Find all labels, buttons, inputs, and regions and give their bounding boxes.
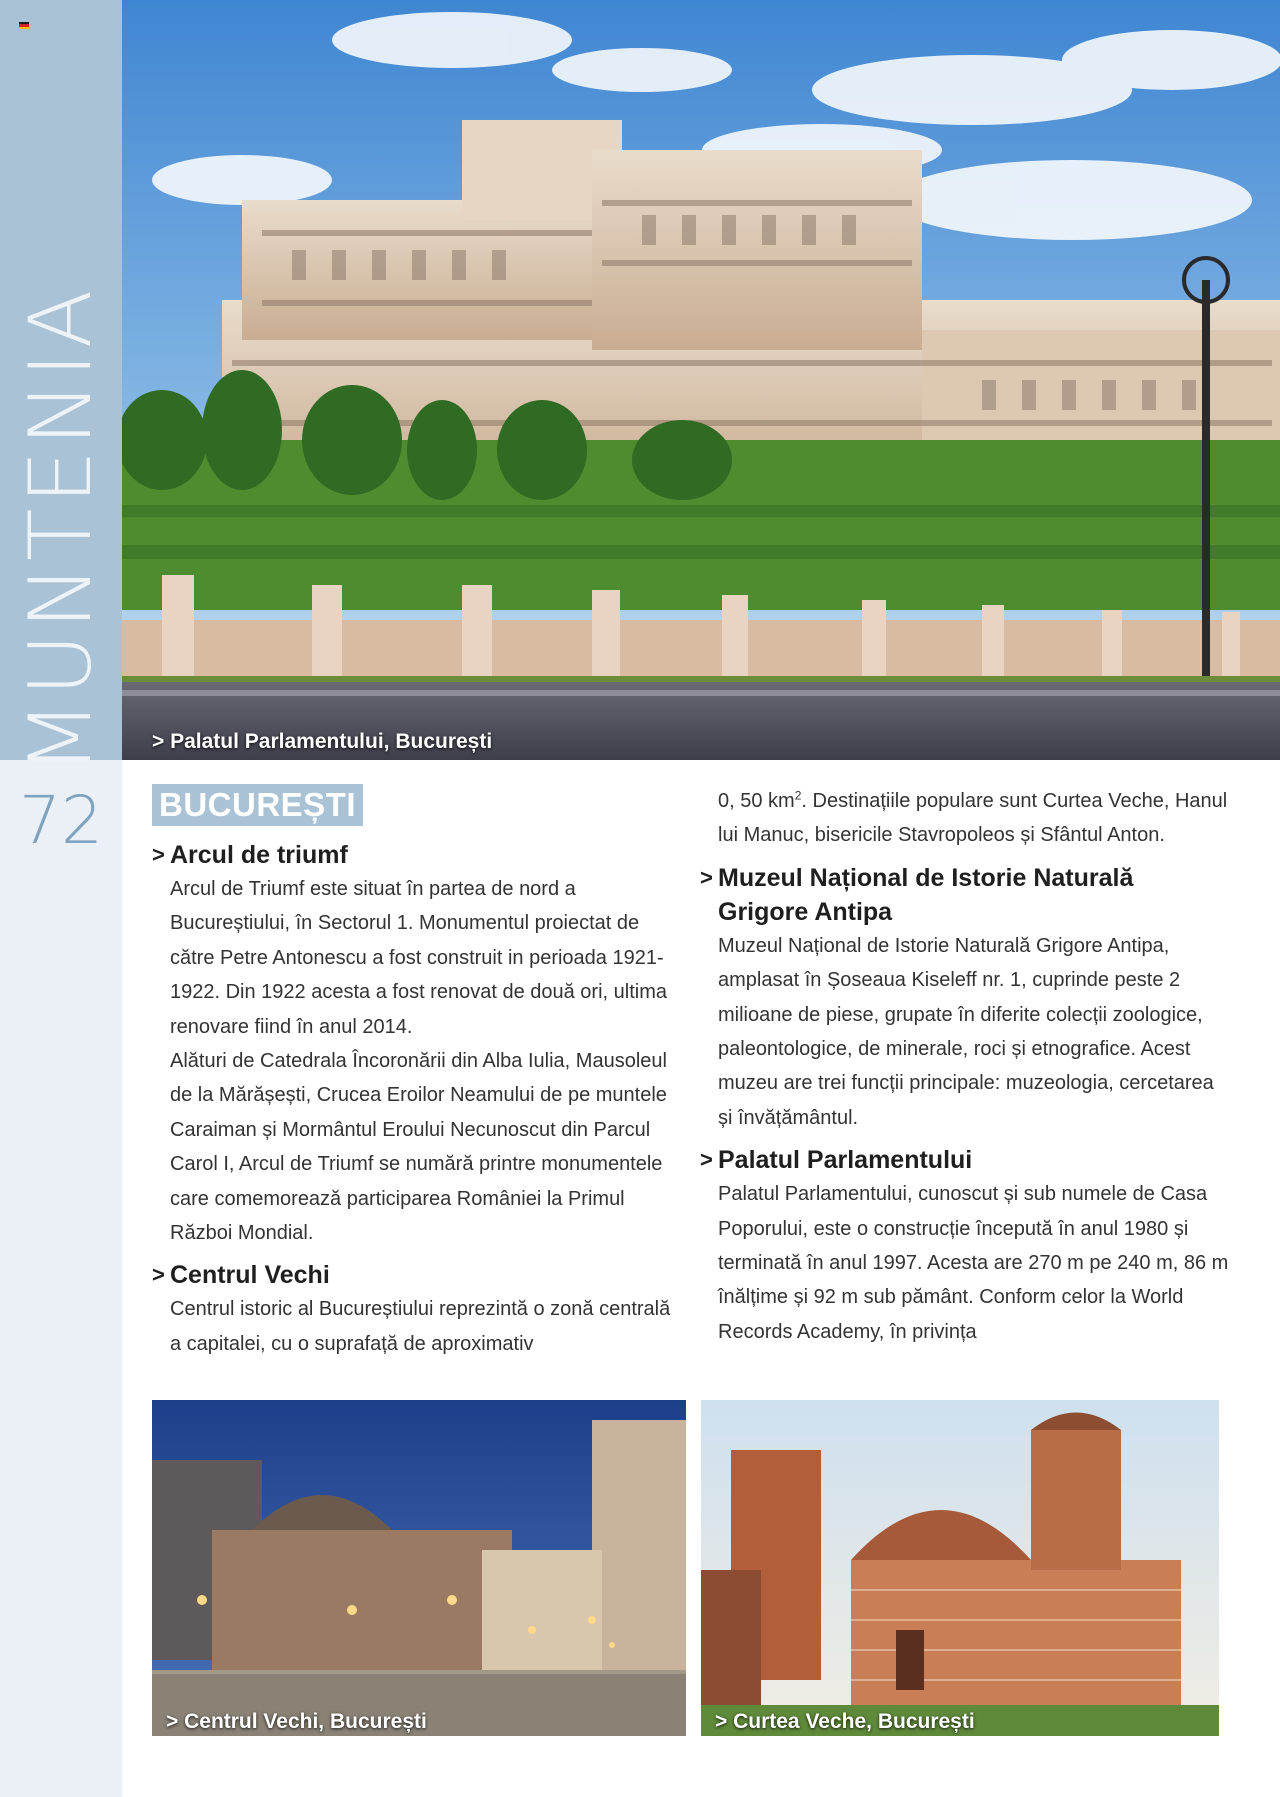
left-column (152, 784, 682, 1361)
area-exponent: 2 (794, 788, 802, 803)
palat-paragraph: Palatul Parlamentului, cunoscut și sub numele de Casa Poporului, este o construcție începută în anul 1980 și terminată în anul 1997. Acesta are 270 m pe 240 m, 86 m înălțime și 92 m sub pământ. Conform celor la World Records Academy, în privința (718, 1183, 1229, 1343)
chevron-right-icon: > (700, 1147, 713, 1173)
church-illustration (701, 1400, 1219, 1736)
palace-illustration (122, 0, 1280, 760)
page-number: 72 (19, 782, 103, 859)
hero-photo-palace (122, 0, 1280, 760)
caption-centrul-vechi: > Centrul Vechi, București (166, 1710, 427, 1733)
arc-paragraph-2: Alături de Catedrala Încoronării din Alba Iulia, Mausoleul de la Mărășești, Crucea Eroilor Neamului de pe muntele Caraiman și Mormântul Eroului Necunoscut din Parcul Carol I, Arcul de Triumf se numără printre monumentele care comemorează participarea României la Primul Război Mondial. (170, 1050, 667, 1245)
centru-paragraph-continued (700, 784, 1230, 853)
photo-curtea-veche (701, 1400, 1219, 1736)
centru-destinations: . Destinațiile populare sunt Curtea Veche, Hanul lui Manuc, bisericile Stavropoleos și Sfântul Anton. (718, 790, 1228, 847)
old-town-illustration (152, 1400, 686, 1736)
heading-text: Arcul de triumf (170, 841, 348, 869)
heading-centrul-vechi (152, 1258, 682, 1292)
heading-palatul-parlamentului (700, 1143, 1230, 1177)
muzeu-paragraph: Muzeul Național de Istorie Naturală Grigore Antipa, amplasat în Șoseaua Kiseleff nr. 1, cuprinde peste 2 milioane de piese, grupate în diferite colecții zoologice, paleontologice, de minerale, roci și etnografice. Acest muzeu are trei funcții principale: muzeologia, cercetarea și învățământul. (718, 934, 1214, 1129)
centru-paragraph: Centrul istoric al Bucureștiului reprezintă o zonă centrală a capitalei, cu o suprafață de aproximativ (170, 1298, 671, 1355)
chevron-right-icon: > (700, 864, 713, 890)
sidebar (0, 0, 122, 1797)
heading-text: Palatul Parlamentului (718, 1146, 973, 1175)
hero-caption: > Palatul Parlamentului, București (152, 730, 493, 753)
area-value: 0, 50 km (718, 790, 795, 812)
romania-flag-icon (19, 22, 29, 29)
heading-arcul-de-triumf (152, 838, 682, 872)
photo-centrul-vechi (152, 1400, 686, 1736)
caption-curtea-veche: > Curtea Veche, București (715, 1710, 975, 1733)
heading-text: Muzeul Național de Istorie Naturală Grigore Antipa (718, 863, 1134, 926)
city-title: BUCUREȘTI (152, 784, 363, 826)
arc-paragraph-1: Arcul de Triumf este situat în partea de nord a Bucureștiului, în Sectorul 1. Monumentul proiectat de către Petre Antonescu a fost construit in perioada 1921-1922. Din 1922 acesta a fost renovat de două ori, ultima renovare fiind în anul 2014. (170, 878, 667, 1038)
chevron-right-icon: > (152, 842, 165, 867)
chevron-right-icon: > (152, 1262, 165, 1288)
region-title: MUNTENIA (11, 285, 111, 775)
heading-text: Centrul Vechi (170, 1261, 330, 1290)
heading-muzeul-antipa (700, 861, 1230, 929)
right-column (700, 784, 1230, 1349)
